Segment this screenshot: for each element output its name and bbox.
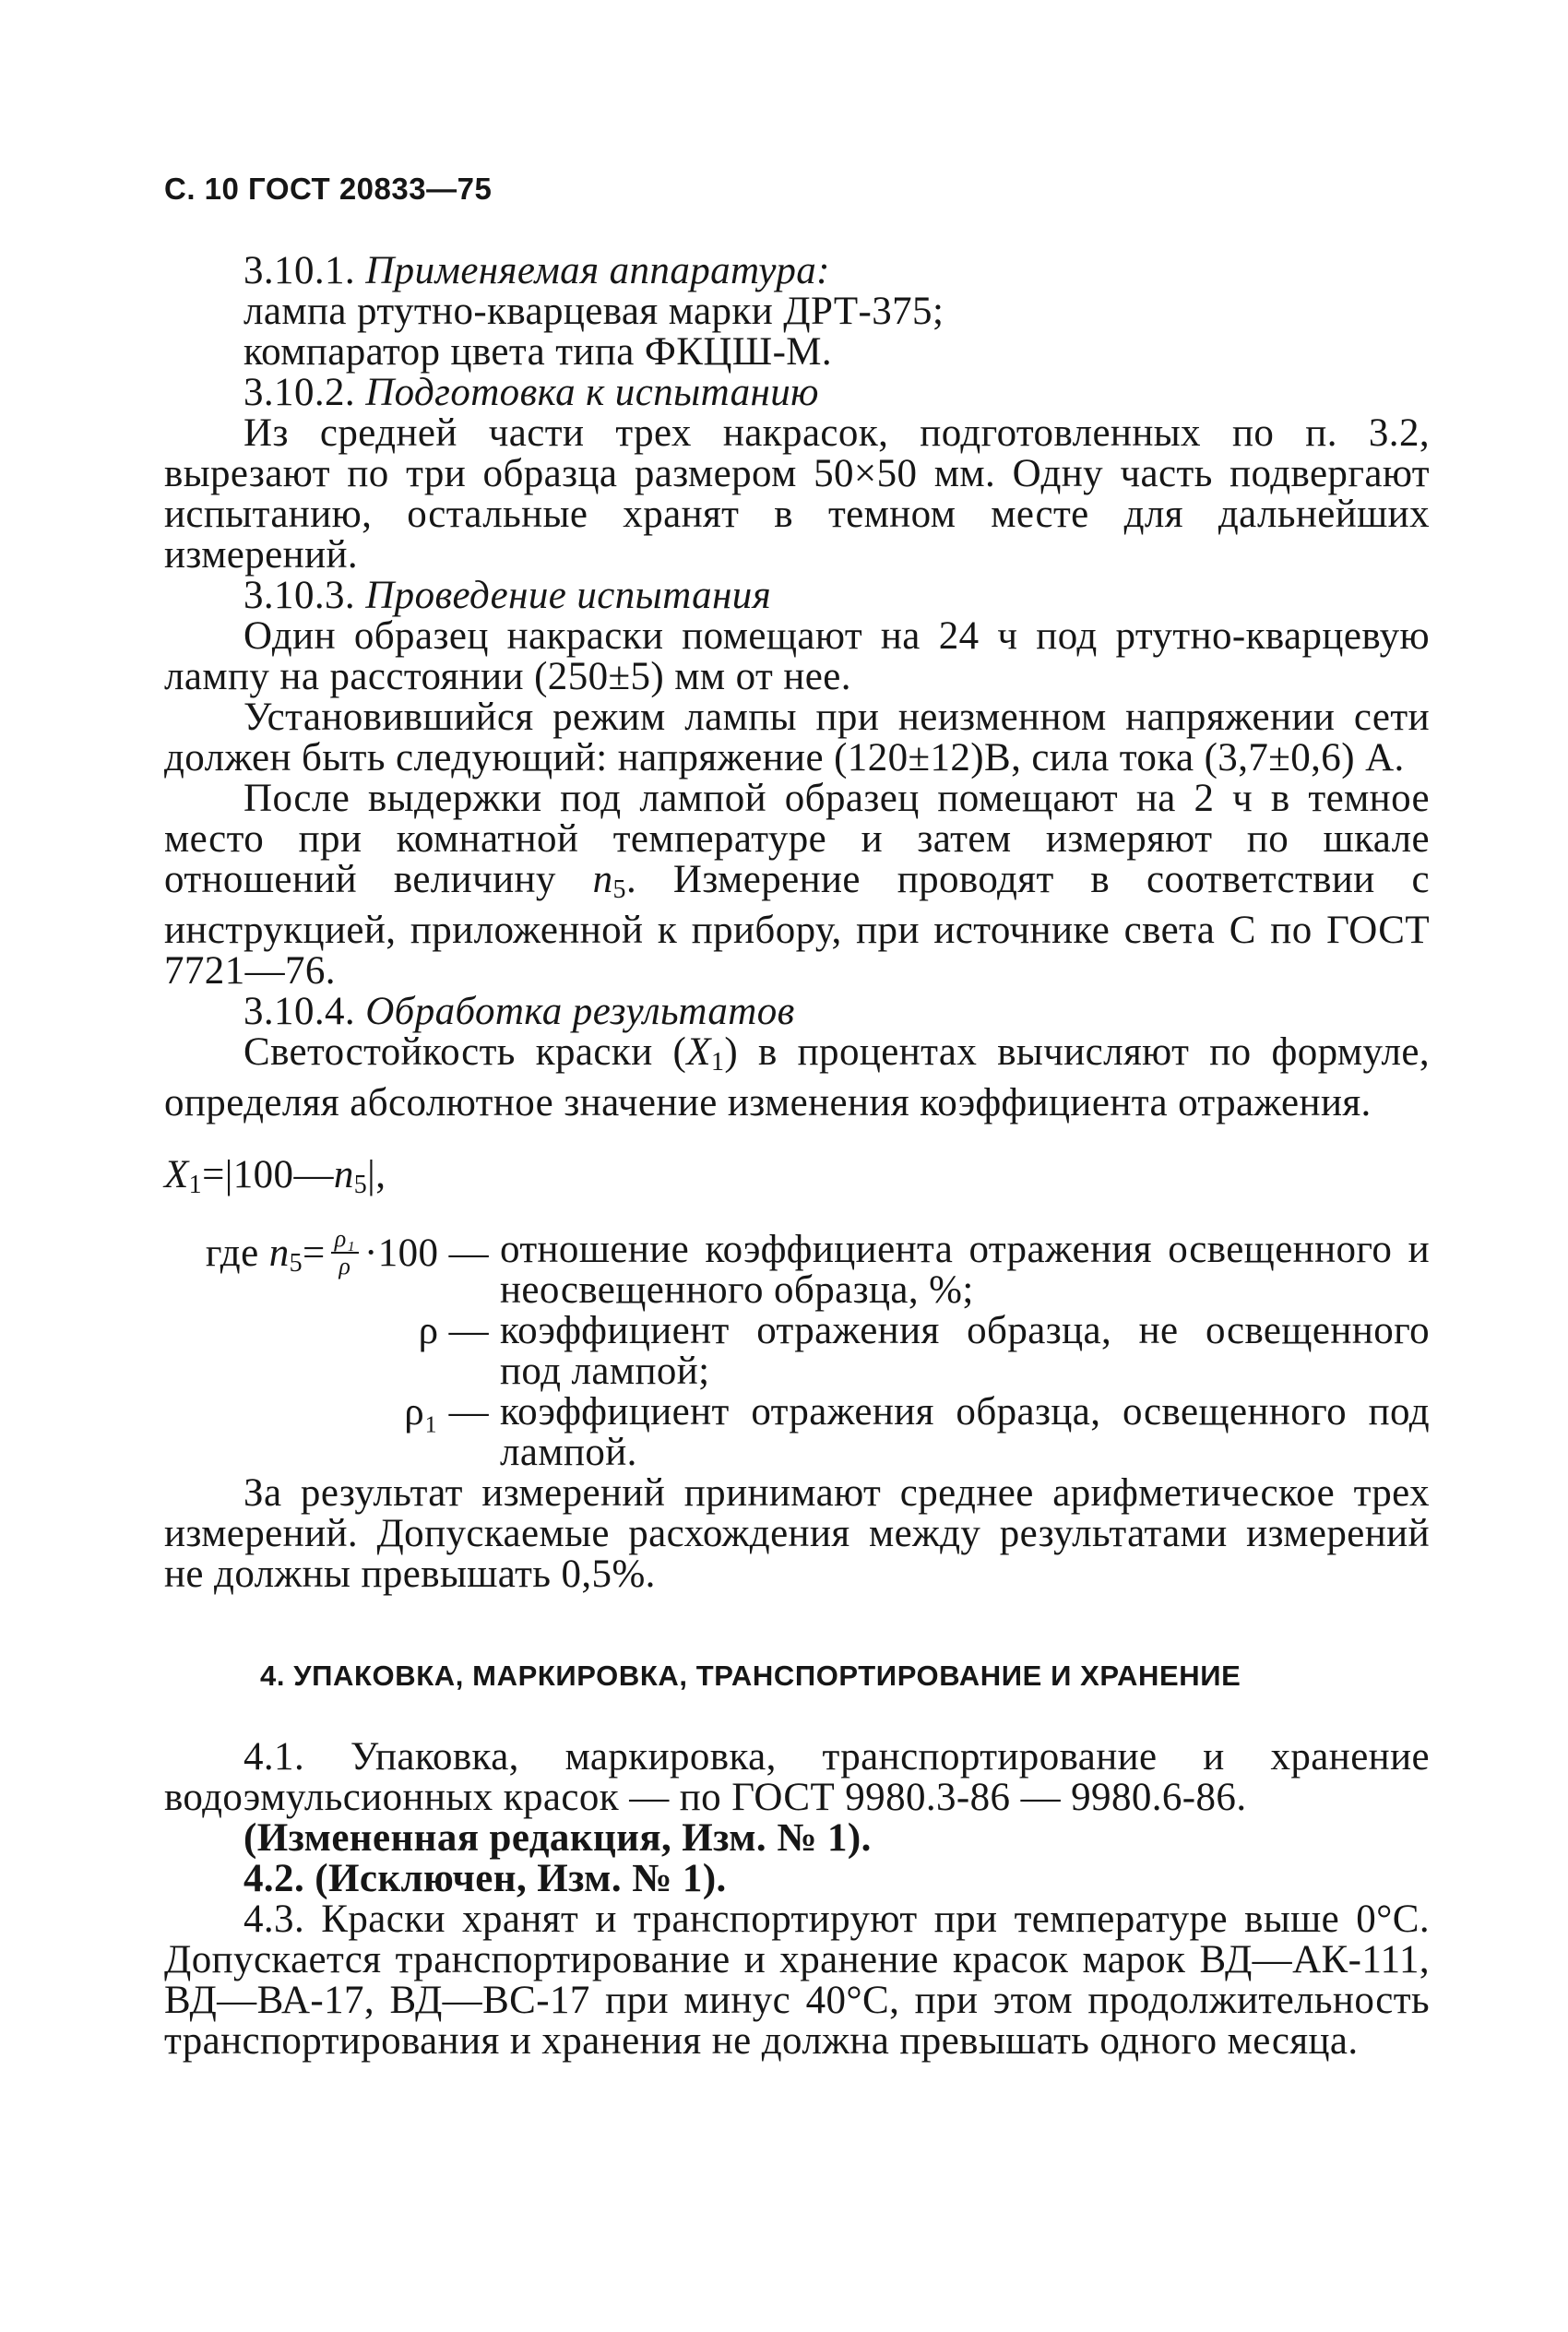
- document-body: [164, 251, 1430, 2062]
- where-var-subscript: 5: [289, 1248, 303, 1278]
- clause-3-10-1-heading: [164, 251, 1430, 292]
- equipment-item-1: лампа ртутно-кварцевая марки ДРТ-375;: [244, 290, 944, 333]
- formula-minus: —: [293, 1153, 334, 1196]
- where-symbol: ρ —: [418, 1309, 489, 1352]
- formula-lhs-subscript: 1: [188, 1171, 203, 1199]
- clause-3-10-3-text-2: Установившийся режим лампы при неизменном напряжении сети должен быть следующий: напряжение (120±12)В, сила тока (3,7±0,6) А.: [164, 696, 1430, 779]
- clause-number: 3.10.1.: [244, 249, 356, 292]
- formula-abs-open: |: [224, 1153, 233, 1196]
- fraction: [331, 1226, 359, 1279]
- formula-equals: =: [202, 1153, 225, 1196]
- where-desc: коэффициент отражения образца, не освещенного под лампой;: [500, 1309, 1430, 1393]
- where-row-rho1: [164, 1392, 1430, 1473]
- where-multiplier: ·100 —: [364, 1231, 489, 1275]
- text-fragment: Светостойкость краски (: [244, 1030, 687, 1074]
- where-row-n5: [164, 1225, 1430, 1312]
- formula-var: n: [333, 1153, 354, 1196]
- section-4-title: 4. УПАКОВКА, МАРКИРОВКА, ТРАНСПОРТИРОВАНИЕ И ХРАНЕНИЕ: [260, 1660, 1241, 1692]
- clause-title: Проведение испытания: [365, 574, 772, 617]
- clause-number: 3.10.3.: [244, 574, 356, 617]
- clause-3-10-2-text: Из средней части трех накрасок, подготовленных по п. 3.2, вырезают по три образца размером 50×50 мм. Одну часть подвергают испытанию, остальные хранят в темном месте для дальнейших измерений.: [164, 411, 1430, 577]
- where-row-rho: [164, 1311, 1430, 1392]
- where-var: n: [268, 1231, 290, 1275]
- variable-subscript: 5: [612, 875, 626, 904]
- clause-3-10-4-text: [164, 1032, 1430, 1124]
- where-symbol: ρ₁ —: [404, 1390, 489, 1434]
- clause-number: 3.10.2.: [244, 371, 356, 414]
- variable-n: n: [592, 858, 613, 901]
- where-desc: отношение коэффициента отражения освещенного и неосвещенного образца, %;: [500, 1228, 1430, 1312]
- where-word: где: [205, 1231, 259, 1275]
- text-fragment: ) в процентах вычисляют по формуле, определяя абсолютное значение изменения коэффициента отражения.: [164, 1030, 1431, 1124]
- clause-number: 4.2.: [244, 1857, 305, 1900]
- clause-4-2-note: (Исключен, Изм. № 1).: [315, 1857, 727, 1900]
- clause-title: Применяемая аппаратура:: [365, 249, 830, 292]
- clause-number: 3.10.4.: [244, 990, 356, 1033]
- clause-4-3-text: 4.3. Краски хранят и транспортируют при температуре выше 0°С. Допускается транспортирование и хранение красок марок ВД—АК-111, ВД—ВА-17, ВД—ВС-17 при минус 40°С, при этом продолжительность транспортирования и хранения не должна превышать одного месяца.: [164, 1898, 1430, 2063]
- clause-3-10-3-text-3: [164, 779, 1430, 992]
- equipment-item-2: компаратор цвета типа ФКЦШ-М.: [244, 330, 833, 374]
- formula-var-subscript: 5: [353, 1171, 368, 1199]
- clause-4-1-note: (Измененная редакция, Изм. № 1).: [244, 1816, 872, 1860]
- formula: [164, 1155, 1430, 1206]
- clause-title: Обработка результатов: [365, 990, 795, 1033]
- where-desc: коэффициент отражения образца, освещенного под лампой.: [500, 1390, 1430, 1474]
- text-fragment: После выдержки под лампой образец помещают на 2 ч в темное место при комнатной температуре и затем измеряют по шкале отношений величину: [164, 777, 1430, 901]
- clause-4-2: [164, 1859, 1430, 1899]
- formula-abs-close: |: [367, 1153, 376, 1196]
- text-fragment: . Измерение проводят в соответствии с инструкцией, приложенной к прибору, при источнике света С по ГОСТ 7721—76.: [164, 858, 1430, 993]
- variable-subscript: 1: [710, 1048, 725, 1077]
- where-lead: [164, 1225, 489, 1284]
- page-header: С. 10 ГОСТ 20833—75: [164, 172, 493, 206]
- formula-comma: ,: [375, 1153, 386, 1196]
- clause-3-10-3-text-1: Один образец накраски помещают на 24 ч под ртутно-кварцевую лампу на расстоянии (250±5) мм от нее.: [164, 614, 1430, 698]
- result-paragraph: За результат измерений принимают среднее арифметическое трех измерений. Допускаемые расхождения между результатами измерений не должны превышать 0,5%.: [164, 1471, 1430, 1596]
- fraction-denominator: ρ: [339, 1253, 351, 1279]
- formula-hundred: 100: [232, 1153, 294, 1196]
- clause-3-10-2-heading: [164, 373, 1430, 413]
- clause-3-10-3-heading: [164, 576, 1430, 616]
- clause-title: Подготовка к испытанию: [365, 371, 819, 414]
- where-equals: =: [303, 1231, 326, 1275]
- variable-x: X: [686, 1030, 711, 1074]
- formula-lhs: X: [164, 1153, 189, 1196]
- clause-3-10-4-heading: [164, 992, 1430, 1032]
- fraction-numerator: ρ₁: [331, 1226, 359, 1254]
- clause-4-1-text: 4.1. Упаковка, маркировка, транспортирование и хранение водоэмульсионных красок — по ГОСТ 9980.3-86 — 9980.6-86.: [164, 1735, 1430, 1819]
